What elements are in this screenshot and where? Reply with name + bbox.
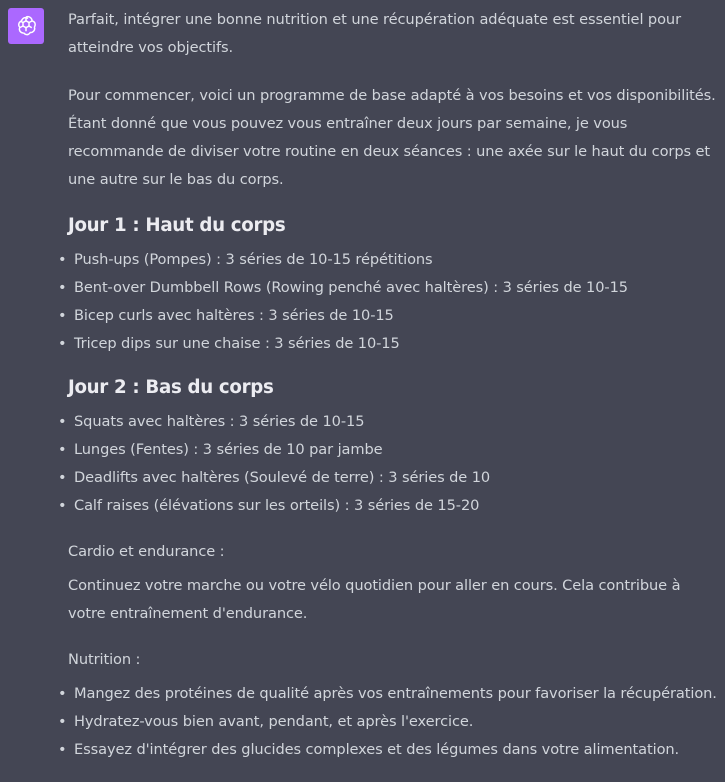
nutrition-list xyxy=(68,680,718,764)
list-item: • Push-ups (Pompes) : 3 séries de 10-15 répétitions xyxy=(68,246,718,274)
openai-logo-icon xyxy=(14,14,38,38)
nutrition-heading: Nutrition : xyxy=(68,651,141,668)
assistant-avatar xyxy=(8,8,44,44)
list-item: • Bicep curls avec haltères : 3 séries de 10-15 xyxy=(68,302,718,330)
assistant-message xyxy=(68,6,718,764)
day1-list xyxy=(68,246,718,358)
program-intro-paragraph: Pour commencer, voici un programme de base adapté à vos besoins et vos disponibilités. Étant donné que vous pouvez vous entraîner deux jours par semaine, je vous recommande de diviser votre routine en deux séances : une axée sur le haut du corps et une autre sur le bas du corps. xyxy=(68,87,716,188)
day2-heading: Jour 2 : Bas du corps xyxy=(68,377,274,398)
intro-paragraph: Parfait, intégrer une bonne nutrition et une récupération adéquate est essentiel pour atteindre vos objectifs. xyxy=(68,11,681,56)
list-item: • Mangez des protéines de qualité après vos entraînements pour favoriser la récupération. xyxy=(68,680,718,708)
day1-heading: Jour 1 : Haut du corps xyxy=(68,215,286,236)
list-item: • Squats avec haltères : 3 séries de 10-15 xyxy=(68,408,718,436)
cardio-paragraph: Continuez votre marche ou votre vélo quotidien pour aller en cours. Cela contribue à votre entraînement d'endurance. xyxy=(68,577,681,622)
list-item: • Lunges (Fentes) : 3 séries de 10 par jambe xyxy=(68,436,718,464)
list-item: • Tricep dips sur une chaise : 3 séries de 10-15 xyxy=(68,330,718,358)
list-item: • Bent-over Dumbbell Rows (Rowing penché avec haltères) : 3 séries de 10-15 xyxy=(68,274,718,302)
list-item: • Hydratez-vous bien avant, pendant, et après l'exercice. xyxy=(68,708,718,736)
cardio-heading: Cardio et endurance : xyxy=(68,543,225,560)
list-item: • Essayez d'intégrer des glucides complexes et des légumes dans votre alimentation. xyxy=(68,736,718,764)
list-item: • Deadlifts avec haltères (Soulevé de terre) : 3 séries de 10 xyxy=(68,464,718,492)
day2-list xyxy=(68,408,718,520)
list-item: • Calf raises (élévations sur les orteils) : 3 séries de 15-20 xyxy=(68,492,718,520)
